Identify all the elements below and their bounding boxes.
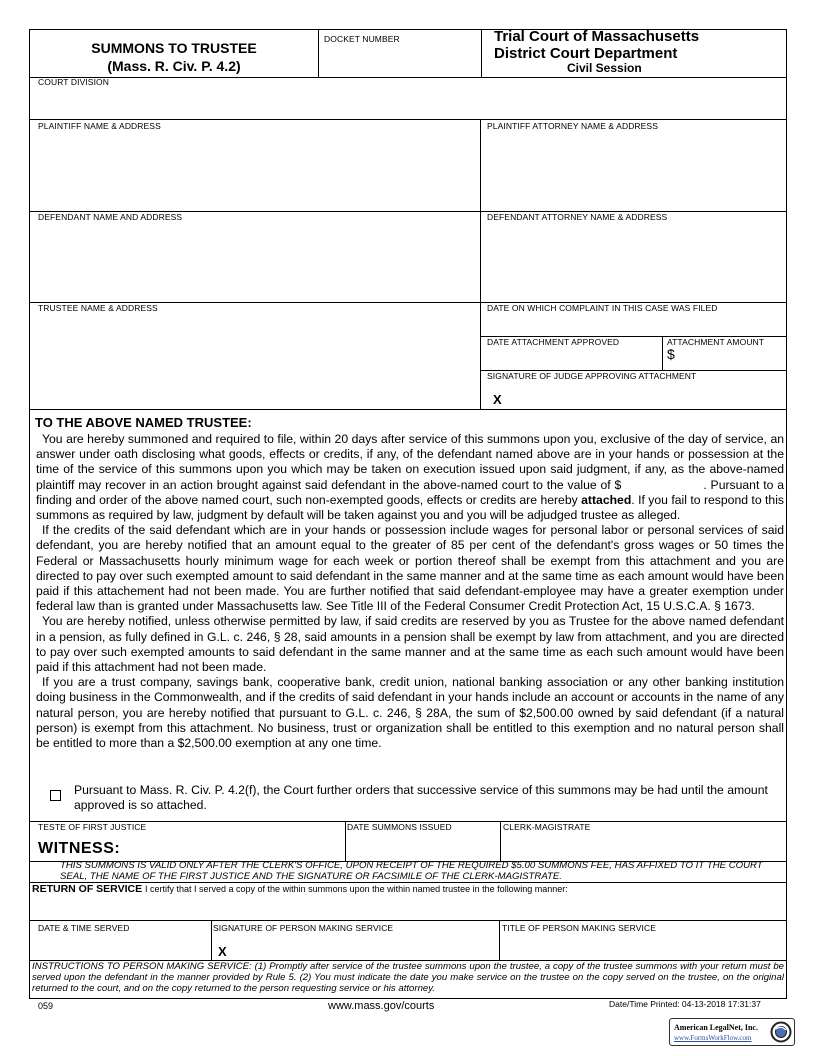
server-title-field[interactable]: [502, 935, 782, 959]
paragraph-wages: If the credits of the said defendant which are in your hands or possession include wages for personal labor or personal services of said defendant, you are hereby notified that an amount equal to the greater of 85 per cent of the defendant's gross wages or 50 times the Federal or Massachusetts hourly minimum wage for each week or portion thereof shall be exempt from this attachment and you are directed to pay over such exempted amount to said defendant in the same manner and at the same time as each amount would have been paid if this attachement had not been made. You are further notified that said defendant-employee may have a greater exemption under federal law than is granted under Massachusetts law. See Title III of the Federal Consumer Credit Protection Act, 15 U.S.C.A. § 1673.: [36, 523, 784, 614]
teste-label: TESTE OF FIRST JUSTICE: [38, 822, 147, 832]
form-number: 059: [38, 1001, 54, 1011]
date-issued-label: DATE SUMMONS ISSUED: [347, 822, 452, 832]
docket-number-label: DOCKET NUMBER: [324, 34, 400, 44]
successive-service-text: Pursuant to Mass. R. Civ. P. 4.2(f), the Court further orders that successive service of this summons may be had until the amount approved is so attached.: [74, 783, 768, 813]
plaintiff-attorney-label: PLAINTIFF ATTORNEY NAME & ADDRESS: [487, 121, 658, 131]
plaintiff-label: PLAINTIFF NAME & ADDRESS: [38, 121, 161, 131]
plaintiff-attorney-field[interactable]: [484, 133, 782, 209]
validity-notice: THIS SUMMONS IS VALID ONLY AFTER THE CLERK'S OFFICE, UPON RECEIPT OF THE REQUIRED $5.00 SUMMONS FEE, HAS AFFIXED TO IT THE COURT SEAL, THE NAME OF THE FIRST JUSTICE AND THE SIGNATURE OR FACSIMILE OF THE CLERK-MAGISTRATE.: [60, 860, 763, 882]
docket-number-field[interactable]: [320, 44, 480, 76]
paragraph-bank: If you are a trust company, savings bank, cooperative bank, credit union, national banking association or any other banking institution doing business in the Commonwealth, and if the credits of said defendant in your hands include an account or accounts in the name of any natural person, you are hereby notified that pursuant to G.L. c. 246, § 28A, the sum of $2,500.00 owned by said defendant (if a natural person) is exempt from this attachment. No business, trust or organization shall be entitled to this exemption and no natural person shall be entitled to more than a $2,500.00 exemption at any one time.: [36, 675, 784, 751]
server-signature-x: X: [218, 944, 227, 959]
dollar-sign: $: [667, 346, 675, 362]
logo-company-name: American LegalNet, Inc.: [674, 1023, 758, 1032]
return-text: I certify that I served a copy of the within summons upon the within named trustee in the following manner:: [145, 884, 568, 894]
court-department: District Court Department: [494, 45, 678, 62]
date-issued-field[interactable]: [347, 834, 497, 859]
defendant-field[interactable]: [34, 224, 478, 300]
form-rule: (Mass. R. Civ. P. 4.2): [107, 58, 241, 74]
server-signature-label: SIGNATURE OF PERSON MAKING SERVICE: [213, 923, 394, 933]
defendant-label: DEFENDANT NAME AND ADDRESS: [38, 212, 183, 222]
summons-body: [36, 432, 784, 751]
paragraph-summoned: You are hereby summoned and required to file, within 20 days after service of this summons upon you, exclusive of the day of service, an answer under oath disclosing what goods, effects or credits, if any, of the defendant named above are in your hands or possession at the time of the service of this summons upon you which may be taken on execution issued upon said judgment, if any, as the above-named plaintiff may recover in an action brought against said defendant in the above-named court to the value of $ . Pursuant to a finding and order of the above named court, such non-exempted goods, effects or credits are hereby attached. If you fail to respond to this summons as required by law, judgment by default will be taken against you and you will be adjudged trustee as alleged.: [36, 432, 784, 523]
courts-website: www.mass.gov/courts: [328, 1000, 435, 1012]
server-signature-field[interactable]: [232, 935, 496, 959]
plaintiff-field[interactable]: [34, 133, 478, 209]
successive-service-checkbox[interactable]: [50, 790, 61, 801]
attachment-amount-field[interactable]: [680, 348, 782, 368]
form-title: SUMMONS TO TRUSTEE: [91, 40, 257, 56]
court-name: Trial Court of Massachusetts: [494, 28, 700, 45]
trustee-label: TRUSTEE NAME & ADDRESS: [38, 303, 158, 313]
paragraph-pension: You are hereby notified, unless otherwise permitted by law, if said credits are reserved by you as Trustee for the above named defendant in a pension, as fully defined in G.L. c. 246, § 28, said amounts in a pension shall be exempt by law from attachment, and you are directed to pay over such exempted amounts to said defendant in the same manner and at the same time as each such amount would have been paid if this attachment had not been made.: [36, 614, 784, 675]
complaint-date-label: DATE ON WHICH COMPLAINT IN THIS CASE WAS FILED: [487, 303, 718, 313]
date-time-served-label: DATE & TIME SERVED: [38, 923, 130, 933]
judge-signature-label: SIGNATURE OF JUDGE APPROVING ATTACHMENT: [487, 371, 697, 381]
globe-icon: [770, 1021, 792, 1043]
server-title-label: TITLE OF PERSON MAKING SERVICE: [502, 923, 656, 933]
trustee-heading: TO THE ABOVE NAMED TRUSTEE:: [35, 415, 252, 430]
attachment-value-field[interactable]: [621, 479, 703, 489]
date-time-served-field[interactable]: [34, 935, 209, 959]
attachment-amount-label: ATTACHMENT AMOUNT: [667, 337, 765, 347]
american-legalnet-logo: [669, 1018, 795, 1046]
clerk-label: CLERK-MAGISTRATE: [503, 822, 591, 832]
attachment-approved-label: DATE ATTACHMENT APPROVED: [487, 337, 620, 347]
return-of-service-field[interactable]: [34, 896, 782, 918]
logo-url: www.FormsWorkFlow.com: [674, 1034, 752, 1042]
complaint-date-field[interactable]: [484, 315, 782, 335]
service-instructions: INSTRUCTIONS TO PERSON MAKING SERVICE: (1) Promptly after service of the trustee summons upon the trustee, a copy of the trustee summons with your return must be served upon the defendant in the manner provided by Rule 5. (2) You must indicate the date you make service on the trustee on the copy served on the trustee, on the original returned to the court, and on the copy returned to the person requesting service or his attorney.: [32, 961, 784, 994]
attachment-approved-field[interactable]: [484, 348, 660, 368]
return-label: RETURN OF SERVICE: [32, 883, 143, 895]
witness-label: WITNESS:: [38, 840, 121, 857]
teste-field[interactable]: [130, 834, 342, 859]
clerk-field[interactable]: [503, 834, 782, 859]
trustee-field[interactable]: [34, 315, 478, 407]
date-printed: Date/Time Printed: 04-13-2018 17:31:37: [609, 999, 761, 1009]
judge-signature-x: X: [493, 392, 502, 407]
court-session: Civil Session: [567, 61, 642, 75]
summons-form: [29, 29, 787, 999]
court-division-field[interactable]: [34, 88, 782, 118]
return-of-service: [32, 883, 568, 895]
court-division-label: COURT DIVISION: [38, 77, 109, 87]
defendant-attorney-label: DEFENDANT ATTORNEY NAME & ADDRESS: [487, 212, 668, 222]
defendant-attorney-field[interactable]: [484, 224, 782, 300]
judge-signature-field[interactable]: [508, 384, 782, 408]
